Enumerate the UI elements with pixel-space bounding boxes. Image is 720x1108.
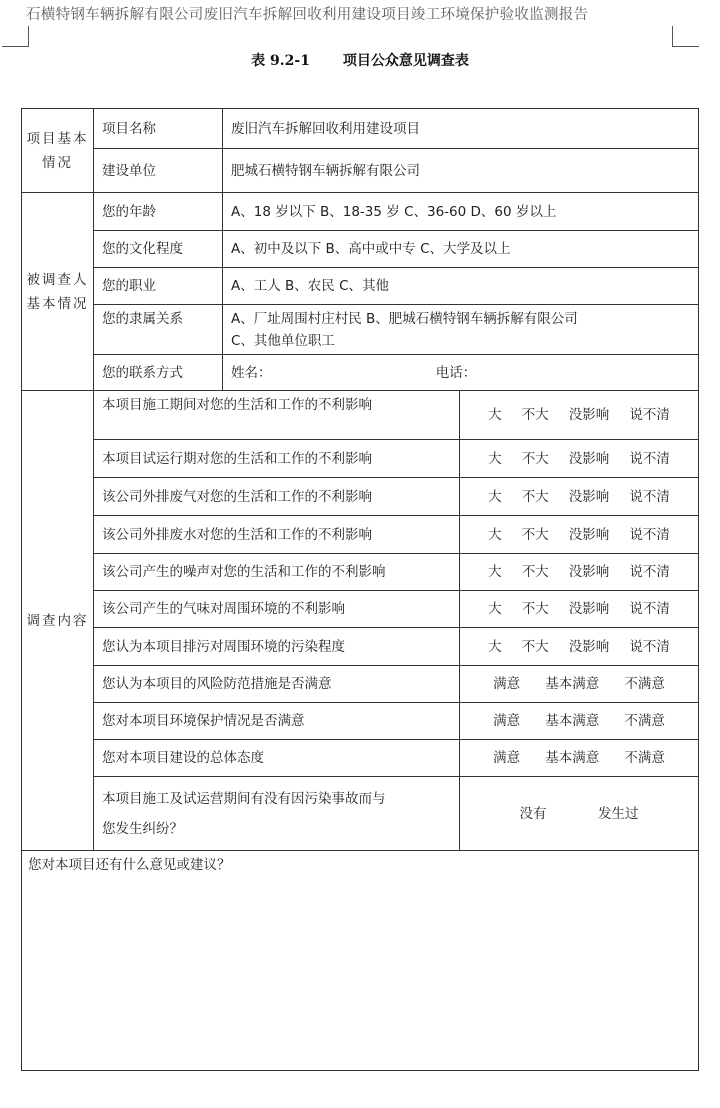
question-options [460,740,699,777]
option: 没影响 [568,488,610,505]
question-text: 您对本项目建设的总体态度 [94,740,460,777]
field-value: A、18 岁以下 B、18-35 岁 C、36-60 D、60 岁以上 [223,193,699,231]
table-title [0,50,720,70]
affiliation-options-line2: C、其他单位职工 [231,332,335,349]
option: 说不清 [629,601,670,617]
question-text: 该公司外排废水对您的生活和工作的不利影响 [94,516,460,554]
option: 不大 [521,488,549,505]
option: 不大 [521,526,549,543]
question-options [460,554,699,591]
option: 说不清 [629,526,670,543]
option: 满意 [493,750,521,766]
option: 大 [488,450,502,467]
question-text [94,777,460,851]
field-value: A、工人 B、农民 C、其他 [223,268,699,305]
field-label: 您的职业 [94,268,223,305]
page-header: 石横特钢车辆拆解有限公司废旧汽车拆解回收利用建设项目竣工环境保护验收监测报告 [26,7,589,23]
option: 不大 [521,601,549,617]
question-options [460,391,699,440]
option: 不大 [521,450,549,467]
option: 基本满意 [545,750,600,766]
question-options [460,591,699,628]
question-text: 本项目施工期间对您的生活和工作的不利影响 [94,391,460,440]
option: 不大 [521,564,549,580]
table-number: 表 9.2-1 [251,53,310,69]
survey-table [21,108,699,1071]
category-project-info: 项目基本情况 [22,109,94,193]
field-label: 您的年龄 [94,193,223,231]
option: 满意 [493,676,521,692]
name-label: 姓名： [231,364,272,381]
option: 没影响 [568,564,610,580]
question-text: 该公司产生的气味对周围环境的不利影响 [94,591,460,628]
option: 没影响 [568,450,610,467]
question-text: 您对本项目环境保护情况是否满意 [94,703,460,740]
question-options [460,516,699,554]
option: 不大 [521,638,549,655]
option: 不满意 [624,713,665,729]
field-label: 项目名称 [94,109,223,149]
field-label: 您的隶属关系 [94,305,223,355]
question-options [460,703,699,740]
header-corner-right [672,26,699,47]
table-name: 项目公众意见调查表 [342,53,469,69]
option: 不满意 [624,750,665,766]
option: 大 [488,638,502,655]
field-value: 废旧汽车拆解回收利用建设项目 [223,109,699,149]
option: 说不清 [629,638,670,655]
question-options [460,440,699,478]
suggestion-box [22,851,699,1071]
option: 大 [488,407,502,423]
header-corner-left [2,26,29,47]
option: 说不清 [629,407,670,423]
question-text: 该公司外排废气对您的生活和工作的不利影响 [94,478,460,516]
question-text: 您认为本项目的风险防范措施是否满意 [94,666,460,703]
question-options [460,666,699,703]
option: 没影响 [568,638,610,655]
question-options [460,777,699,851]
suggestion-prompt: 您对本项目还有什么意见或建议？ [28,857,231,873]
field-label: 您的文化程度 [94,231,223,268]
question-text-line2: 您发生纠纷？ [102,820,183,837]
question-options [460,628,699,666]
option: 没有 [519,805,547,822]
option: 发生过 [598,805,639,822]
phone-label: 电话： [435,364,477,381]
category-respondent: 被调查人基本情况 [22,193,94,391]
option: 大 [488,601,502,617]
option: 没影响 [568,407,610,423]
option: 满意 [493,713,521,729]
affiliation-options-line1: A、厂址周围村庄村民 B、肥城石横特钢车辆拆解有限公司 [231,310,578,327]
question-text: 您认为本项目排污对周围环境的污染程度 [94,628,460,666]
option: 不满意 [624,676,665,692]
field-value: 肥城石横特钢车辆拆解有限公司 [223,149,699,193]
field-value [223,305,699,355]
question-text: 本项目试运行期对您的生活和工作的不利影响 [94,440,460,478]
question-text-line1: 本项目施工及试运营期间有没有因污染事故而与 [102,790,386,807]
option: 基本满意 [545,676,600,692]
option: 大 [488,564,502,580]
option: 不大 [521,407,549,423]
option: 没影响 [568,601,610,617]
field-value: A、初中及以下 B、高中或中专 C、大学及以上 [223,231,699,268]
question-options [460,478,699,516]
option: 大 [488,488,502,505]
option: 说不清 [629,564,670,580]
option: 基本满意 [545,713,600,729]
option: 说不清 [629,450,670,467]
option: 说不清 [629,488,670,505]
question-text: 该公司产生的噪声对您的生活和工作的不利影响 [94,554,460,591]
field-label: 您的联系方式 [94,355,223,391]
option: 大 [488,526,502,543]
field-label: 建设单位 [94,149,223,193]
option: 没影响 [568,526,610,543]
contact-field [223,355,699,391]
category-survey: 调查内容 [22,391,94,851]
